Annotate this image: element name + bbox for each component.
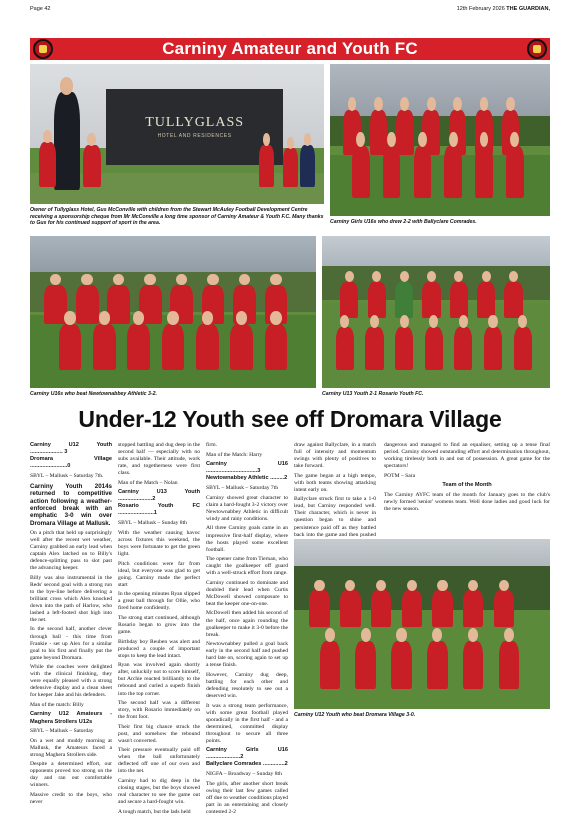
caption-u12: Carniny U12 Youth who beat Dromara Village 3-0. [294, 712, 416, 718]
paragraph: Man of the Match – Nolan [118, 479, 178, 486]
caption-sponsorship: Owner of Tullyglass Hotel, Gus McConville with children from the Stewart McAuley Football Development Centre receiving a sponsorship cheque from Mr McConville a long time sponsor of Carniny Amateur & Youth F.C. Many thanks to Gus for his continued support of sport in the area. [30, 207, 324, 226]
paragraph: dangerous and managed to find an equaliser, setting up a tense final period. Carniny showed outstanding effort and determination throughout, working tirelessly both in and out of possession. A great game for the spectators! [384, 442, 550, 470]
caption-girls-u16: Carniny Girls U16s who drew 2-2 with Ballyclare Comrades. [330, 219, 477, 225]
paragraph: On a pitch that held up surprisingly well after the recent wet weather, Carniny grabbed an early lead when captain Alex latched on to Billy's defence-splitting pass to slot past the advancing keeper. [30, 529, 112, 572]
result-line: Carniny Girls U16 ......................2 [206, 747, 288, 761]
sponsor-sign-subtext: HOTEL AND RESIDENCES [157, 132, 232, 139]
lead-paragraph: Carniny Youth 2014s returned to competitive action following a weather-enforced break with an emphatic 3-0 win over Dromara Village at Mallusk. [30, 482, 112, 527]
paragraph: Man of the match: Billy [30, 701, 84, 708]
paragraph: Man of the Match: Harry [206, 451, 263, 458]
paragraph: The Carniny AYFC team of the month for January goes to the club's newly formed 'senior' womens team. Well done ladies and good luck for the new season. [384, 491, 550, 512]
paragraph: With the weather causing havoc across fixtures this weekend, the boys were fortunate to get the green light. [118, 530, 200, 558]
subheading: Team of the Month [442, 482, 492, 489]
paper-name: THE GUARDIAN, [506, 6, 550, 12]
club-crest-icon [527, 39, 547, 59]
photo-sponsorship [30, 64, 324, 204]
result-line: Carniny U12 Youth ..................... 3 [30, 442, 112, 456]
page-number: Page 42 [30, 6, 51, 12]
article-headline: Under-12 Youth see off Dromara Village [78, 406, 502, 432]
photo-girls-u16 [330, 64, 550, 216]
photo-u13 [322, 236, 550, 388]
photo-figure [54, 92, 80, 190]
paragraph: Pitch conditions were far from ideal, but everyone was glad to get going. Carniny made the perfect start [118, 560, 200, 588]
paragraph: Their first big chance struck the post, and somehow the rebound wasn't converted. [118, 723, 200, 744]
section-banner [30, 38, 550, 60]
banner-title: Carniny Amateur and Youth FC [162, 39, 418, 58]
article-column-3 [206, 442, 288, 819]
paragraph: Ryan was involved again shortly after, unluckily not to score himself, but Archie reacted brilliantly to the rebound and curled a superb finish into the top corner. [118, 662, 200, 697]
sponsor-sign-text: TULLYGLASS [145, 114, 245, 130]
article-column-1 [30, 442, 112, 809]
article-column-5 [384, 442, 550, 515]
paragraph: firm. [206, 442, 218, 448]
photo-u12 [294, 539, 550, 709]
paragraph: Ballyclare struck first to take a 1-0 lead, but Carniny responded well. Their character, which is never in question began to shine and persistence paid off as they battled back into the game and then pushed [294, 496, 376, 538]
paragraph: In the opening minutes Ryan slipped a great ball through for Ollie, who fired home confidently. [118, 591, 200, 612]
result-line: Carniny U12 Amateurs - Maghera Strollers U12s [30, 711, 112, 725]
paragraph: stopped battling and dug deep in the second half — especially with no subs available. Their attitude, work rate, and togetherness were first class. [118, 442, 200, 477]
paragraph: Carniny showed great character to claim a hard-fought 3-2 victory over Newtownabbey Athletic in difficult windy and rainy conditions. [206, 494, 288, 522]
issue-date: 12th February 2026 [456, 6, 505, 12]
photo-u16 [30, 236, 316, 388]
paragraph: The strong start continued, although Rosario began to grow into the game. [118, 615, 200, 636]
paragraph: In the second half, another clever through ball - this time from Frankie - set up Alex for a similar goal to his first and finally put the game beyond Dromara. [30, 626, 112, 661]
result-line: Ballyclare Comrades ..............2 [206, 761, 288, 768]
paragraph: Birthday boy Reuben was alert and produced a couple of important stops to keep the lead intact. [118, 638, 200, 659]
paragraph: NIGFA – Broadway – Sunday 8th [206, 771, 282, 778]
paragraph: It was a strong team performance, with some great football played sporadically in the first half - and a determined, committed display throughout to secure all three points. [206, 702, 288, 744]
paragraph: All three Carniny goals came in an impressive first-half display, where the hosts played some excellent football. [206, 525, 288, 553]
result-line: Carniny U16 .................................3 [206, 461, 288, 475]
article-column-2 [118, 442, 200, 818]
result-line: Dromara Village ........................0 [30, 456, 112, 470]
paragraph: SBYL – Mallusk – Saturday [30, 728, 94, 735]
paragraph: Carniny had to dig deep in the closing stages, but the boys showed real character to see the game out and secure a hard-fought win. [118, 778, 200, 806]
paragraph: On a wet and muddy morning at Mallusk, the Amateurs faced a strong Maghera Strollers side. [30, 737, 112, 758]
paragraph: The girls, after another short break owing their last few games called off due to weather conditions played part in an entertaining and closely contested 2-2 [206, 781, 288, 816]
paragraph: Massive credit to the boys, who never [30, 791, 112, 805]
club-crest-icon [33, 39, 53, 59]
paragraph: Carniny continued to dominate and doubled their lead when Curtis McDowell showed composure to beat the keeper one-on-one. [206, 579, 288, 607]
result-line: Carniny U13 Youth ......................2 [118, 489, 200, 503]
paragraph: A tough match, but the lads held [118, 808, 191, 815]
paragraph: Billy was also instrumental in the Reds' second goal with a strong run to the bye-line before delivering a brilliant cross which Alex knocked down into the path of Harlow, who lashed a left-footed shot high into the net. [30, 574, 112, 623]
paragraph: SBYL – Mallusk – Saturday 7th [206, 485, 279, 492]
result-line: Rosario Youth FC .......................1 [118, 503, 200, 517]
paragraph: McDowell then added his second of the half, once again rounding the goalkeeper to make it 3-0 before the break. [206, 610, 288, 638]
paragraph: SBYL – Mallusk – Saturday 7th. [30, 473, 104, 480]
paragraph: Despite a determined effort, our opponents proved too strong on the day and ran out comfortable winners. [30, 761, 112, 789]
paragraph: The opener came from Tiernan, who caught the goalkeeper off guard with a well-struck effort from range. [206, 556, 288, 577]
sponsor-sign [106, 89, 282, 165]
result-line: Newtownabbey Athletic .........2 [206, 475, 288, 482]
paragraph: The second half was a different story, with Rosario immediately on the front foot. [118, 700, 200, 721]
paragraph: Their pressure eventually paid off when the ball unfortunately deflected off one of our own and into the net. [118, 747, 200, 775]
paragraph: POTM – Sara [384, 472, 416, 479]
paragraph: While the coaches were delighted with the clinical finishing, they were equally pleased with a strong defensive display and a clean sheet for keeper Jake and his defenders. [30, 664, 112, 699]
caption-u16: Carniny U16s who beat Newtownabbey Athletic 3-2. [30, 391, 157, 397]
paragraph: The game began at a high tempo, with both teams showing attacking intent early on. [294, 472, 376, 493]
paragraph: However, Carniny dug deep, battling for each other and defending resolutely to see out a deserved win. [206, 671, 288, 699]
issue-info [457, 6, 550, 12]
caption-u13: Carniny U13 Youth 2-1 Rosario Youth FC. [322, 391, 424, 397]
page-header [30, 4, 550, 14]
paragraph: Newtownabbey pulled a goal back early in the second half and pushed hard late on, scoring again to set up a tense finish. [206, 641, 288, 669]
paragraph: draw against Ballyclare, in a match full of intensity and momentum swings with plenty of positives to take forward. [294, 442, 376, 470]
paragraph: SBYL – Mallusk – Sunday 8th [118, 520, 187, 527]
